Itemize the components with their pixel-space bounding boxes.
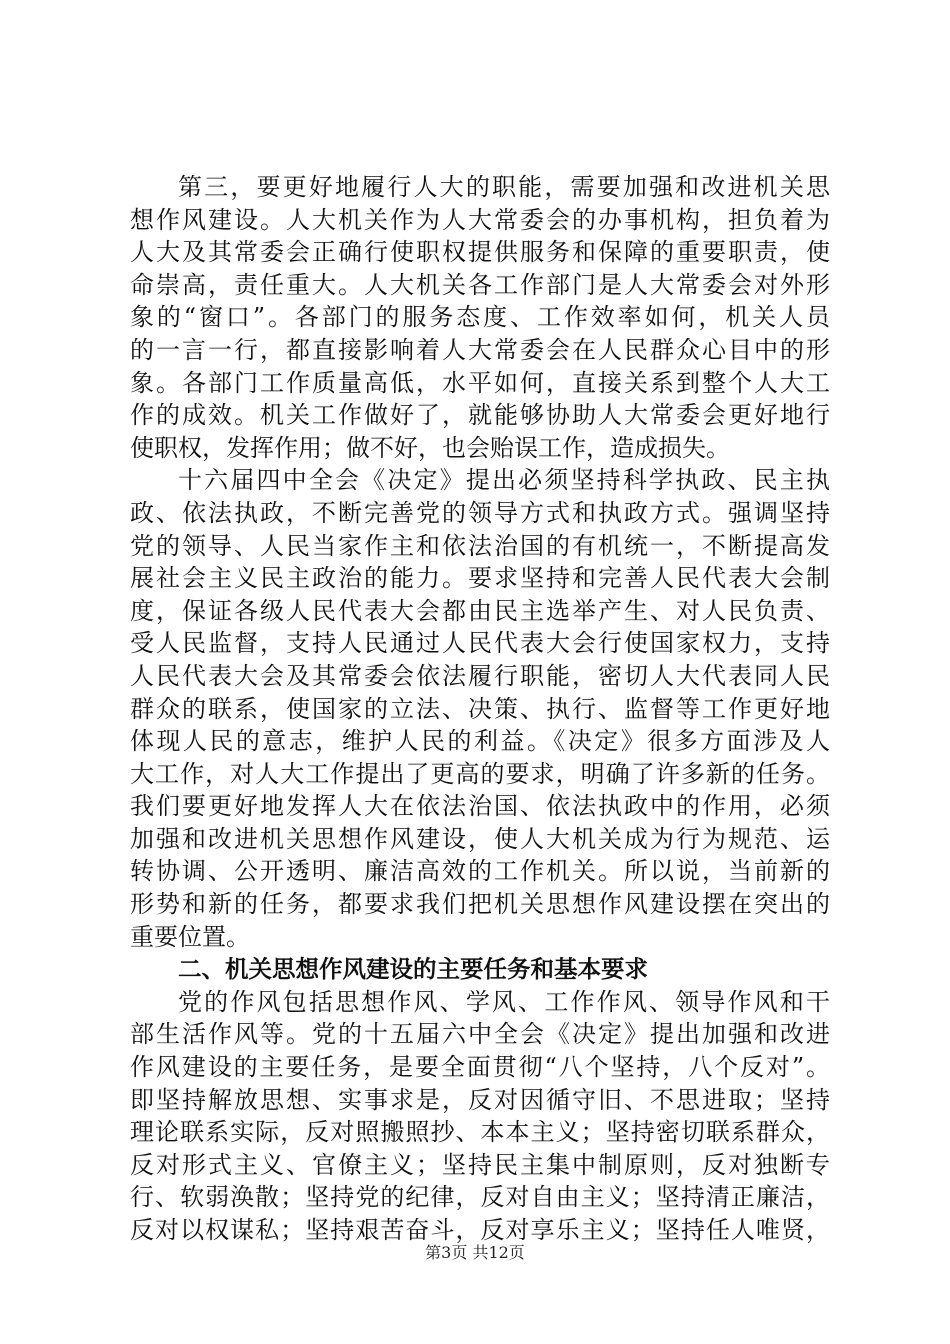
paragraph-line: 加强和改进机关思想作风建设，使人大机关成为行为规范、运 xyxy=(130,824,830,853)
paragraph-line: 理论联系实际，反对照搬照抄、本本主义；坚持密切联系群众， xyxy=(130,1118,830,1147)
paragraph-line: 展社会主义民主政治的能力。要求坚持和完善人民代表大会制 xyxy=(130,564,830,593)
paragraph-line: 使职权，发挥作用；做不好，也会贻误工作，造成损失。 xyxy=(130,433,730,462)
paragraph-line: 部生活作风等。党的十五届六中全会《决定》提出加强和改进 xyxy=(130,1020,830,1049)
page-footer xyxy=(0,1240,950,1263)
paragraph-line: 体现人民的意志，维护人民的利益。《决定》很多方面涉及人 xyxy=(130,727,830,756)
paragraph-line: 反对以权谋私；坚持艰苦奋斗，反对享乐主义；坚持任人唯贤， xyxy=(130,1216,830,1244)
paragraph-line: 党的作风包括思想作风、学风、工作作风、领导作风和干 xyxy=(178,987,830,1016)
paragraph-line: 度，保证各级人民代表大会都由民主选举产生、对人民负责、 xyxy=(130,596,830,625)
paragraph-line: 命崇高，责任重大。人大机关各工作部门是人大常委会对外形 xyxy=(130,270,830,299)
section-heading: 二、机关思想作风建设的主要任务和基本要求 xyxy=(178,955,648,984)
page-number-label: 第3页 共12页 xyxy=(425,1243,525,1262)
paragraph-line: 政、依法执政，不断完善党的领导方式和执政方式。强调坚持 xyxy=(130,498,830,527)
paragraph-line: 转协调、公开透明、廉洁高效的工作机关。所以说，当前新的 xyxy=(130,857,830,886)
paragraph-line: 象的“窗口”。各部门的服务态度、工作效率如何，机关人员 xyxy=(130,303,830,332)
paragraph-line: 我们要更好地发挥人大在依法治国、依法执政中的作用，必须 xyxy=(130,792,830,821)
paragraph-line: 行、软弱涣散；坚持党的纪律，反对自由主义；坚持清正廉洁， xyxy=(130,1183,830,1212)
paragraph-line: 人民代表大会及其常委会依法履行职能，密切人大代表同人民 xyxy=(130,661,830,690)
paragraph-line: 受人民监督，支持人民通过人民代表大会行使国家权力，支持 xyxy=(130,629,830,658)
paragraph-line: 人大及其常委会正确行使职权提供服务和保障的重要职责，使 xyxy=(130,238,830,267)
paragraph-line: 象。各部门工作质量高低，水平如何，直接关系到整个人大工 xyxy=(130,368,830,397)
document-body xyxy=(130,171,830,1247)
paragraph-line: 大工作，对人大工作提出了更高的要求，明确了许多新的任务。 xyxy=(130,759,830,788)
paragraph-line: 形势和新的任务，都要求我们把机关思想作风建设摆在突出的 xyxy=(130,890,830,919)
paragraph-line: 第三，要更好地履行人大的职能，需要加强和改进机关思 xyxy=(178,173,830,201)
paragraph-line: 群众的联系，使国家的立法、决策、执行、监督等工作更好地 xyxy=(130,694,830,723)
paragraph-line: 的一言一行，都直接影响着人大常委会在人民群众心目中的形 xyxy=(130,335,830,364)
paragraph-line: 作风建设的主要任务，是要全面贯彻“八个坚持，八个反对”。 xyxy=(130,1053,830,1082)
paragraph-line: 即坚持解放思想、实事求是，反对因循守旧、不思进取；坚持 xyxy=(130,1085,830,1114)
paragraph-line: 十六届四中全会《决定》提出必须坚持科学执政、民主执 xyxy=(178,466,830,495)
paragraph-line: 作的成效。机关工作做好了，就能够协助人大常委会更好地行 xyxy=(130,401,830,430)
paragraph-line: 重要位置。 xyxy=(130,922,250,951)
paragraph-line: 党的领导、人民当家作主和依法治国的有机统一，不断提高发 xyxy=(130,531,830,560)
paragraph-line: 想作风建设。人大机关作为人大常委会的办事机构，担负着为 xyxy=(130,205,830,234)
paragraph-line: 反对形式主义、官僚主义；坚持民主集中制原则，反对独断专 xyxy=(130,1150,830,1179)
